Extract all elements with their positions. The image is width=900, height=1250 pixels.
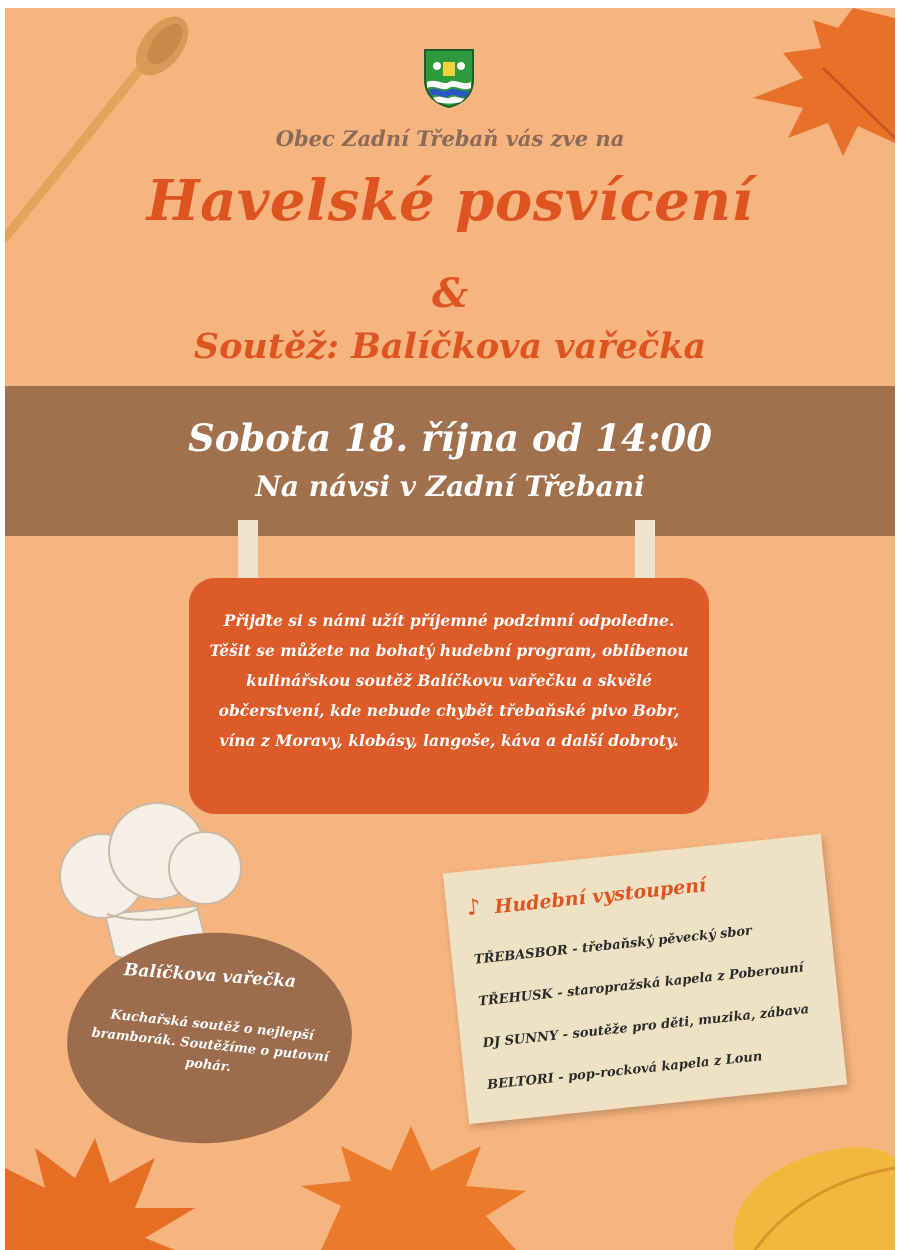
contest-description: Kuchařská soutěž o nejlepší bramborák. Soutěžíme o putovní pohár. xyxy=(90,1007,330,1076)
poster xyxy=(5,8,895,1250)
performer-item: BELTORI - pop-rocková kapela z Loun xyxy=(486,1049,764,1094)
music-title: Hudební vystoupení xyxy=(493,874,708,919)
event-description: Přijďte si s námi užít příjemné podzimní odpoledne. Těšit se můžete na bohatý hudební program, oblíbenou kulinářskou soutěž Balíčkovu vařečku a skvělé občerstvení, kde nebude chybět třebaňské pivo Bobr, vína z Moravy, klobásy, langoše, káva a další dobroty. xyxy=(209,611,689,750)
music-note-icon: ♪ xyxy=(465,893,482,922)
event-date-time: Sobota 18. října od 14:00 xyxy=(188,416,712,460)
maple-leaf-icon xyxy=(301,1126,541,1250)
contest-subtitle: Soutěž: Balíčkova vařečka xyxy=(193,326,707,367)
performer-item: DJ SUNNY - soutěže pro děti, muzika, zábava xyxy=(482,1002,810,1052)
event-place: Na návsi v Zadní Třebani xyxy=(255,470,645,503)
coat-of-arms-icon xyxy=(423,48,475,108)
performer-item: TŘEBASBOR - třebaňský pěvecký sbor xyxy=(473,923,753,968)
autumn-leaf-icon xyxy=(695,1118,895,1250)
music-note-card xyxy=(443,834,847,1124)
event-title: Havelské posvícení xyxy=(146,168,754,234)
maple-leaf-icon xyxy=(5,1138,215,1250)
contest-title: Balíčkova vařečka xyxy=(123,960,297,992)
performer-item: TŘEHUSK - staropražská kapela z Poberouní xyxy=(477,960,805,1010)
ampersand: & xyxy=(431,270,469,317)
invitation-line: Obec Zadní Třebaň vás zve na xyxy=(275,126,625,151)
date-band xyxy=(5,386,895,536)
